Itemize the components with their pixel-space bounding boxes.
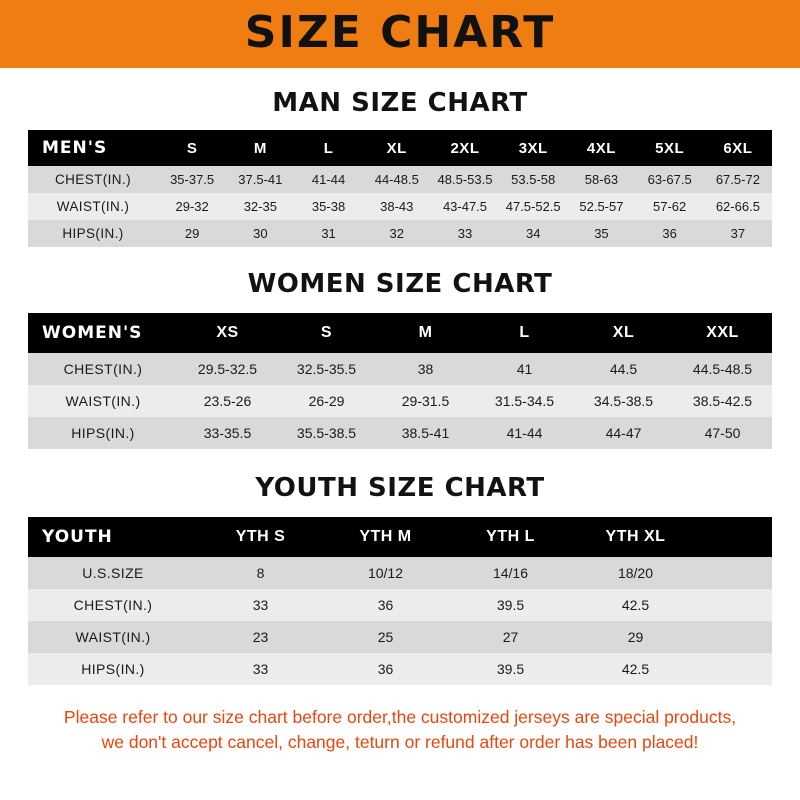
table-cell: 47.5-52.5 — [499, 193, 567, 220]
table-cell-spacer — [698, 621, 772, 653]
table-cell: 29 — [158, 220, 226, 247]
women-table-body — [28, 353, 772, 449]
table-cell: 35.5-38.5 — [277, 417, 376, 449]
table-cell: 26-29 — [277, 385, 376, 417]
table-cell-spacer — [698, 653, 772, 685]
youth-table-header — [28, 517, 772, 557]
table-cell: 47-50 — [673, 417, 772, 449]
row-label: U.S.SIZE — [28, 557, 198, 589]
table-cell: 38 — [376, 353, 475, 385]
table-header-row — [28, 313, 772, 353]
table-cell: 14/16 — [448, 557, 573, 589]
column-header: L — [475, 313, 574, 353]
table-header-row — [28, 517, 772, 557]
footer-line-2: we don't accept cancel, change, teturn or refund after order has been placed! — [101, 732, 699, 753]
table-cell: 29-32 — [158, 193, 226, 220]
table-cell: 32-35 — [226, 193, 294, 220]
row-label: HIPS(IN.) — [28, 220, 158, 247]
table-cell: 52.5-57 — [567, 193, 635, 220]
table-cell: 41-44 — [294, 166, 362, 193]
women-size-table — [28, 313, 772, 449]
table-cell: 38-43 — [363, 193, 431, 220]
column-header: 6XL — [704, 130, 772, 166]
table-row — [28, 220, 772, 247]
table-cell: 67.5-72 — [704, 166, 772, 193]
table-cell: 35 — [567, 220, 635, 247]
footer-line-1: Please refer to our size chart before order,the customized jerseys are special products, — [63, 707, 737, 727]
table-row — [28, 621, 772, 653]
table-cell: 33 — [431, 220, 499, 247]
table-cell: 33 — [198, 589, 323, 621]
table-cell: 27 — [448, 621, 573, 653]
table-row — [28, 385, 772, 417]
column-header: XL — [363, 130, 431, 166]
table-cell-spacer — [698, 557, 772, 589]
chart-content — [0, 68, 800, 756]
table-cell: 23.5-26 — [178, 385, 277, 417]
table-cell: 36 — [323, 589, 448, 621]
table-cell: 37.5-41 — [226, 166, 294, 193]
table-cell: 23 — [198, 621, 323, 653]
table-cell: 8 — [198, 557, 323, 589]
column-header: YTH L — [448, 517, 573, 557]
table-row — [28, 353, 772, 385]
table-cell: 35-38 — [294, 193, 362, 220]
man-table-header — [28, 130, 772, 166]
column-header: 5XL — [636, 130, 704, 166]
youth-size-table — [28, 517, 772, 685]
column-header: S — [277, 313, 376, 353]
table-cell: 42.5 — [573, 653, 698, 685]
table-cell: 44.5-48.5 — [673, 353, 772, 385]
row-label: CHEST(IN.) — [28, 353, 178, 385]
table-row — [28, 557, 772, 589]
table-cell: 38.5-42.5 — [673, 385, 772, 417]
table-cell: 48.5-53.5 — [431, 166, 499, 193]
column-header: 3XL — [499, 130, 567, 166]
table-cell: 38.5-41 — [376, 417, 475, 449]
table-cell: 29 — [573, 621, 698, 653]
youth-section-title: YOUTH SIZE CHART — [255, 473, 545, 503]
table-row — [28, 166, 772, 193]
table-cell: 58-63 — [567, 166, 635, 193]
table-cell: 44-47 — [574, 417, 673, 449]
table-cell: 39.5 — [448, 589, 573, 621]
column-header: 2XL — [431, 130, 499, 166]
table-cell: 37 — [704, 220, 772, 247]
column-header-spacer — [698, 517, 772, 557]
table-cell: 63-67.5 — [636, 166, 704, 193]
column-header: XXL — [673, 313, 772, 353]
women-header-label: WOMEN'S — [28, 313, 178, 353]
table-cell-spacer — [698, 589, 772, 621]
man-header-label: MEN'S — [28, 130, 158, 166]
table-cell: 29-31.5 — [376, 385, 475, 417]
column-header: XS — [178, 313, 277, 353]
column-header: L — [294, 130, 362, 166]
table-cell: 36 — [323, 653, 448, 685]
women-section-title: WOMEN SIZE CHART — [247, 269, 553, 299]
column-header: M — [376, 313, 475, 353]
table-cell: 57-62 — [636, 193, 704, 220]
table-cell: 31 — [294, 220, 362, 247]
row-label: WAIST(IN.) — [28, 385, 178, 417]
column-header: XL — [574, 313, 673, 353]
column-header: S — [158, 130, 226, 166]
table-cell: 33 — [198, 653, 323, 685]
man-size-table — [28, 130, 772, 247]
table-cell: 44.5 — [574, 353, 673, 385]
table-cell: 32.5-35.5 — [277, 353, 376, 385]
table-cell: 25 — [323, 621, 448, 653]
page-title: SIZE CHART — [244, 7, 556, 58]
women-table-header — [28, 313, 772, 353]
column-header: YTH M — [323, 517, 448, 557]
table-cell: 53.5-58 — [499, 166, 567, 193]
table-row — [28, 653, 772, 685]
youth-table-body — [28, 557, 772, 685]
column-header: YTH XL — [573, 517, 698, 557]
footer-note — [28, 685, 772, 756]
column-header: 4XL — [567, 130, 635, 166]
table-cell: 41 — [475, 353, 574, 385]
table-cell: 29.5-32.5 — [178, 353, 277, 385]
column-header: M — [226, 130, 294, 166]
table-cell: 41-44 — [475, 417, 574, 449]
row-label: HIPS(IN.) — [28, 653, 198, 685]
row-label: CHEST(IN.) — [28, 166, 158, 193]
table-cell: 44-48.5 — [363, 166, 431, 193]
row-label: WAIST(IN.) — [28, 193, 158, 220]
row-label: HIPS(IN.) — [28, 417, 178, 449]
table-cell: 34.5-38.5 — [574, 385, 673, 417]
table-cell: 32 — [363, 220, 431, 247]
table-cell: 35-37.5 — [158, 166, 226, 193]
table-cell: 10/12 — [323, 557, 448, 589]
table-cell: 31.5-34.5 — [475, 385, 574, 417]
table-cell: 62-66.5 — [704, 193, 772, 220]
table-cell: 39.5 — [448, 653, 573, 685]
header-band — [0, 0, 800, 68]
row-label: WAIST(IN.) — [28, 621, 198, 653]
table-cell: 30 — [226, 220, 294, 247]
table-header-row — [28, 130, 772, 166]
table-cell: 42.5 — [573, 589, 698, 621]
row-label: CHEST(IN.) — [28, 589, 198, 621]
table-cell: 43-47.5 — [431, 193, 499, 220]
table-row — [28, 589, 772, 621]
youth-header-label: YOUTH — [28, 517, 198, 557]
table-row — [28, 417, 772, 449]
column-header: YTH S — [198, 517, 323, 557]
table-cell: 34 — [499, 220, 567, 247]
table-cell: 36 — [636, 220, 704, 247]
table-cell: 33-35.5 — [178, 417, 277, 449]
table-row — [28, 193, 772, 220]
table-cell: 18/20 — [573, 557, 698, 589]
man-table-body — [28, 166, 772, 247]
man-section-title: MAN SIZE CHART — [272, 88, 528, 118]
